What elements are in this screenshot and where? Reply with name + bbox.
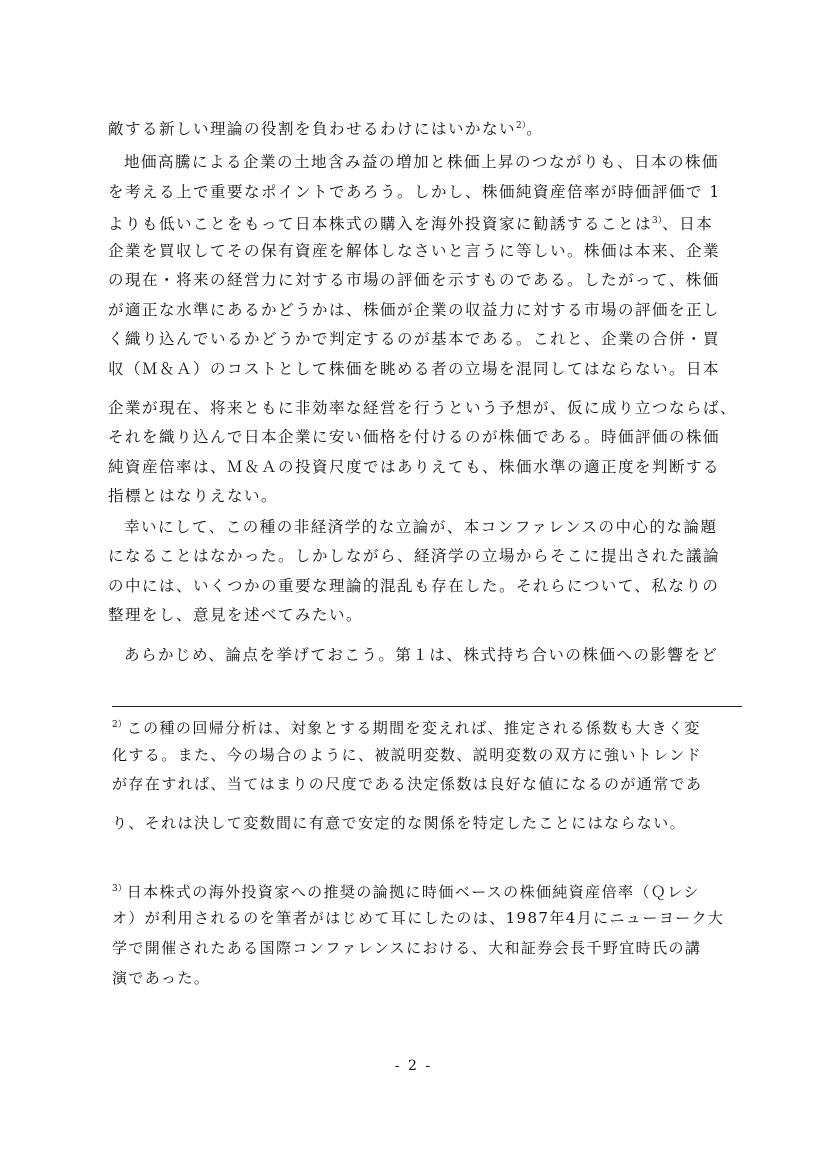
body-line-9: 収（Ｍ＆Ａ）のコストとして株価を眺める者の立場を混同してはならない。日本 <box>108 360 721 378</box>
body-line-2: 地価高騰による企業の土地含み益の増加と株価上昇のつながりも、日本の株価 <box>124 153 720 171</box>
footnote-2-line-3: が存在すれば、当てはまりの尺度である決定係数は良好な値になるのが通常であ <box>112 775 703 793</box>
body-line-7: が適正な水準にあるかどうかは、株価が企業の収益力に対する市場の評価を正し <box>108 301 721 319</box>
body-line-5: 企業を買収してその保有資産を解体しなさいと言うに等しい。株価は本来、企業 <box>108 242 721 260</box>
body-line-14: 幸いにして、この種の非経済学的な立論が、本コンファレンスの中心的な論題 <box>124 518 718 536</box>
body-line-10: 企業が現在、将来ともに非効率な経営を行うという予想が、仮に成り立つならば、 <box>108 399 738 417</box>
body-line-16: の中には、いくつかの重要な理論的混乱も存在した。それらについて、私なりの <box>108 577 720 595</box>
footnote-ref-3: 3） <box>652 216 663 226</box>
body-line-15: になることはなかった。しかしながら、経済学の立場からそこに提出された議論 <box>108 547 721 565</box>
body-line-8: く織り込んでいるかどうかで判定するのが基本である。これと、企業の合併・買 <box>108 330 721 348</box>
body-line-6: の現在・将来の経営力に対する市場の評価を示すものである。したがって、株価 <box>108 271 720 289</box>
footnote-divider <box>112 706 742 707</box>
footnote-ref-2: 2） <box>516 121 527 131</box>
footnote-2-line-4: り、それは決して変数間に有意で安定的な関係を特定したことにはならない。 <box>112 814 687 832</box>
footnote-3-line-4: 演であった。 <box>112 969 211 987</box>
body-line-12: 純資産倍率は、Ｍ＆Ａの投資尺度ではありえても、株価水準の適正度を判断する <box>108 458 721 476</box>
footnote-mark-3: 3） <box>112 884 127 894</box>
footnote-mark-2: 2） <box>112 720 127 730</box>
body-line-1: 敵する新しい理論の役割を負わせるわけにはいかない$^{2)}$。 <box>108 120 544 138</box>
body-line-18: あらかじめ、論点を挙げておこう。第１は、株式持ち合いの株価への影響をど <box>124 646 719 664</box>
footnote-3-line-3: 学で開催されたある国際コンファレンスにおける、大和証券会長千野宜時氏の講 <box>112 939 702 957</box>
body-line-13: 指標とはなりえない。 <box>108 487 279 505</box>
body-line-17: 整理をし、意見を述べてみたい。 <box>108 606 364 624</box>
body-line-3: を考える上で重要なポイントであろう。しかし、株価純資産倍率が時価評価で 1 <box>108 183 721 201</box>
footnote-3-line-1: $^{3)}$日本株式の海外投資家への推奨の論拠に時価ベースの株価純資産倍率（Ｑレシ <box>112 883 700 901</box>
body-line-4: よりも低いことをもって日本株式の購入を海外投資家に勧誘することは$^{3)}$、日本 <box>108 215 714 233</box>
footnote-3-line-2: オ）が利用されるのを筆者がはじめて耳にしたのは、1987年4月にニューヨーク大 <box>112 909 725 927</box>
footnote-2-line-2: 化する。また、今の場合のように、被説明変数、説明変数の双方に強いトレンド <box>112 746 703 764</box>
page-number: - 2 - <box>394 1058 433 1074</box>
footnote-2-line-1: $^{2)}$この種の回帰分析は、対象とする期間を変えれば、推定される係数も大きく変 <box>112 719 701 737</box>
body-line-11: それを織り込んで日本企業に安い価格を付けるのが株価である。時価評価の株価 <box>108 428 721 446</box>
